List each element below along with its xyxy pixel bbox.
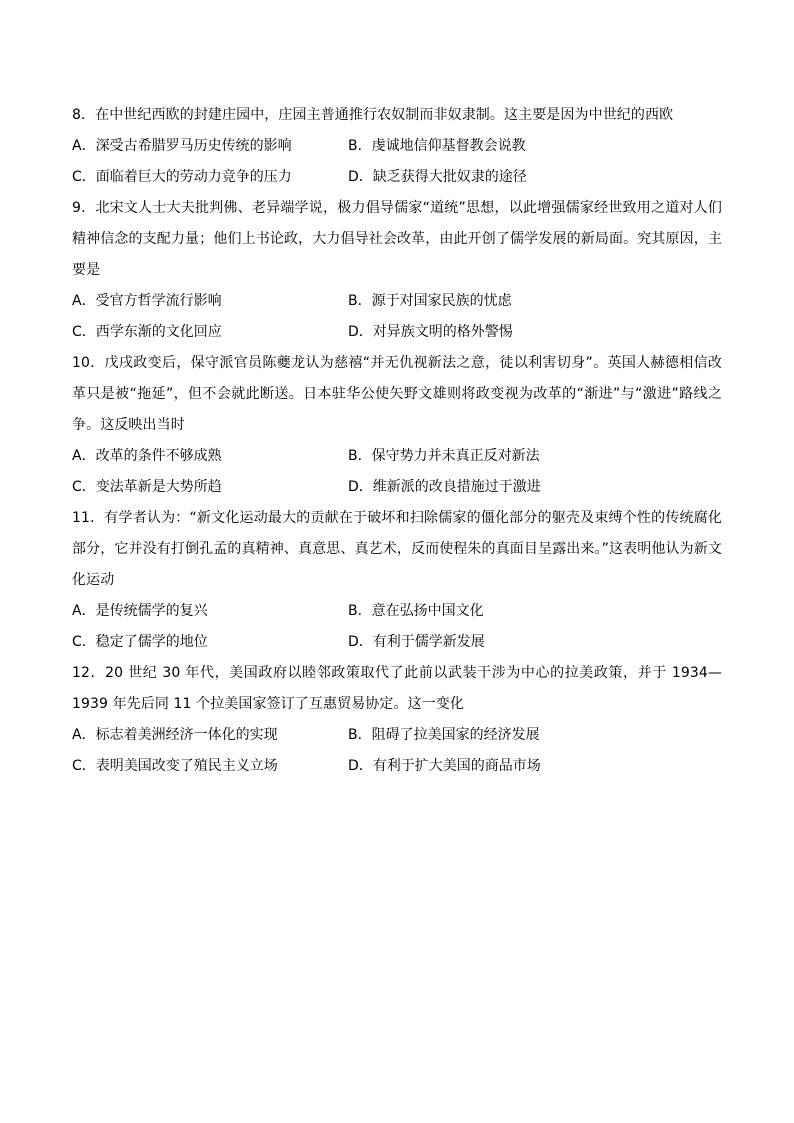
question-stem: 10．戊戌政变后，保守派官员陈夔龙认为慈禧“并无仇视新法之意，徒以利害切身”。英国人赫德相信改革只是被“拖延”，但不会就此断送。日本驻华公使矢野文雄则将政变视为改革的“渐进”与“激进”路线之争。这反映出当时 xyxy=(72,355,722,433)
option-d: D．缺乏获得大批奴隶的途径 xyxy=(348,169,527,185)
option-c: C．变法革新是大势所趋 xyxy=(72,479,222,495)
option-grid xyxy=(72,286,722,348)
option-d: D．有利于扩大美国的商品市场 xyxy=(348,758,541,774)
option-a: A．标志着美洲经济一体化的实现 xyxy=(72,727,278,743)
option-grid xyxy=(72,720,722,782)
option-a: A．改革的条件不够成熟 xyxy=(72,448,222,464)
option-b: B．意在弘扬中国文化 xyxy=(348,603,484,619)
option-grid xyxy=(72,131,722,193)
question-stem: 11．有学者认为：“新文化运动最大的贡献在于破坏和扫除儒家的僵化部分的躯壳及束缚个性的传统腐化部分，它并没有打倒孔孟的真精神、真意思、真艺术，反而使程朱的真面目呈露出来。”这表明他认为新文化运动 xyxy=(72,510,722,588)
option-b: B．阻碍了拉美国家的经济发展 xyxy=(348,727,540,743)
question-9 xyxy=(72,193,722,348)
option-b: B．源于对国家民族的忧虑 xyxy=(348,293,512,309)
question-list xyxy=(72,100,722,782)
option-b: B．虔诚地信仰基督教会说教 xyxy=(348,138,526,154)
option-c: C．面临着巨大的劳动力竞争的压力 xyxy=(72,169,292,185)
option-a: A．深受古希腊罗马历史传统的影响 xyxy=(72,138,292,154)
option-b: B．保守势力并未真正反对新法 xyxy=(348,448,540,464)
option-grid xyxy=(72,441,722,503)
option-a: A．受官方哲学流行影响 xyxy=(72,293,222,309)
option-a: A．是传统儒学的复兴 xyxy=(72,603,208,619)
option-c: C．表明美国改变了殖民主义立场 xyxy=(72,758,278,774)
option-c: C．稳定了儒学的地位 xyxy=(72,634,208,650)
option-grid xyxy=(72,596,722,658)
question-11 xyxy=(72,503,722,658)
option-c: C．西学东渐的文化回应 xyxy=(72,324,222,340)
question-10 xyxy=(72,348,722,503)
question-stem: 12．20 世纪 30 年代，美国政府以睦邻政策取代了此前以武装干涉为中心的拉美政策，并于 1934—1939 年先后同 11 个拉美国家签订了互惠贸易协定。这一变化 xyxy=(72,665,722,712)
option-d: D．有利于儒学新发展 xyxy=(348,634,485,650)
question-stem: 9．北宋文人士大夫批判佛、老异端学说，极力倡导儒家“道统”思想，以此增强儒家经世致用之道对人们精神信念的支配力量；他们上书论政，大力倡导社会改革，由此开创了儒学发展的新局面。究其原因，主要是 xyxy=(72,200,722,278)
question-12 xyxy=(72,658,722,782)
question-stem: 8．在中世纪西欧的封建庄园中，庄园主普通推行农奴制而非奴隶制。这主要是因为中世纪的西欧 xyxy=(72,107,674,123)
option-d: D．维新派的改良措施过于激进 xyxy=(348,479,541,495)
question-8 xyxy=(72,100,722,193)
option-d: D．对异族文明的格外警惕 xyxy=(348,324,513,340)
